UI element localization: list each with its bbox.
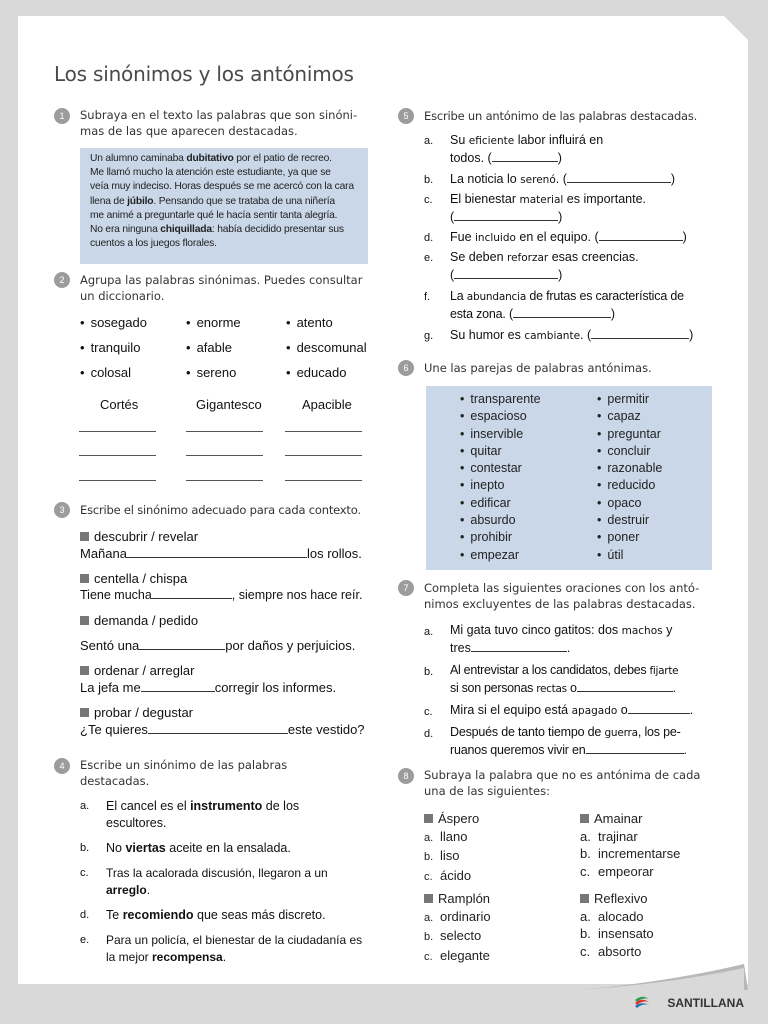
answer-blank[interactable] (567, 171, 671, 183)
word-item: • descomunal (286, 339, 367, 356)
square-bullet-icon (80, 532, 89, 541)
antonym-word[interactable]: • empezar (460, 547, 541, 564)
exercise-number-6: 6 (398, 360, 414, 376)
worksheet-page (18, 16, 748, 984)
answer-line[interactable] (79, 480, 156, 481)
answer-line[interactable] (285, 480, 362, 481)
square-bullet-icon (80, 574, 89, 583)
item-letter: d. (80, 909, 90, 921)
answer-line[interactable] (186, 480, 263, 481)
answer-blank[interactable] (586, 742, 684, 754)
page-curl-decoration (18, 960, 748, 990)
answer-blank[interactable] (152, 587, 232, 599)
group-header-apacible: Apacible (302, 397, 352, 412)
answer-blank[interactable] (454, 209, 558, 221)
ex8-group-reflexivo (580, 890, 730, 960)
word-item: • enorme (186, 314, 241, 331)
option-item[interactable]: a. alocado (580, 908, 644, 924)
text-line: me animé a preguntarle qué le hacía sentir tanta alegría. (90, 209, 338, 221)
ex1-text-box (80, 148, 368, 264)
antonym-word[interactable]: • contestar (460, 460, 541, 477)
text-line: cuentos a los juegos florales. (90, 238, 217, 250)
ex4-item-e: Para un policía, el bienestar de la ciudadanía es la mejor recompensa. (106, 933, 363, 964)
right-word-column (597, 391, 662, 564)
pair-label: descubrir / revelar (80, 528, 198, 545)
ex5-item-d: Fue incluido en el equipo. ( ) (450, 230, 687, 244)
antonym-word[interactable]: • poner (597, 529, 662, 546)
answer-blank[interactable] (591, 327, 689, 339)
ex8-instruction-line2: una de las siguientes: (424, 784, 550, 798)
antonym-word[interactable]: • permitir (597, 391, 662, 408)
ex4-instruction-line2: destacadas. (80, 774, 150, 788)
square-bullet-icon (424, 814, 433, 823)
antonym-word[interactable]: • preguntar (597, 426, 662, 443)
item-letter: a. (424, 135, 434, 147)
ex5-item-a: Su eficiente labor influirá en todos. ( ) (450, 133, 604, 165)
option-item[interactable]: c. elegante (424, 947, 490, 963)
ex7-item-b: Al entrevistar a los candidatos, debes fijarte si son personas rectas o . (450, 663, 679, 695)
exercise-5 (398, 108, 728, 358)
antonym-word[interactable]: • absurdo (460, 512, 541, 529)
antonym-word[interactable]: • destruir (597, 512, 662, 529)
exercise-3 (54, 502, 370, 742)
ex5-item-b: La noticia lo serenó. ( ) (450, 172, 676, 186)
item-letter: b. (424, 174, 434, 186)
item-letter: c. (424, 194, 433, 206)
answer-blank[interactable] (513, 306, 611, 318)
exercise-number-7: 7 (398, 580, 414, 596)
ex7-item-c: Mira si el equipo está apagado o . (450, 703, 694, 717)
ex4-item-b: No viertas aceite en la ensalada. (106, 841, 291, 855)
option-item[interactable]: c. empeorar (580, 863, 654, 879)
sentence: Sentó una por daños y perjuicios. (80, 638, 356, 653)
exercise-6 (398, 360, 728, 572)
answer-blank[interactable] (454, 267, 558, 279)
antonym-word[interactable]: • edificar (460, 495, 541, 512)
answer-blank[interactable] (139, 638, 225, 650)
item-letter: a. (424, 626, 434, 638)
ex8-group-aspero (424, 810, 564, 886)
answer-blank[interactable] (628, 702, 690, 714)
group-head: Áspero (424, 810, 564, 828)
exercise-number-5: 5 (398, 108, 414, 124)
antonym-word[interactable]: • reducido (597, 477, 662, 494)
ex8-group-ramplon (424, 890, 564, 966)
ex7-instruction-line2: nimos excluyentes de las palabras destacadas. (424, 597, 696, 611)
exercise-7 (398, 580, 728, 760)
ex5-instruction: Escribe un antónimo de las palabras destacadas. (424, 109, 698, 123)
exercise-4 (54, 758, 370, 968)
exercise-number-8: 8 (398, 768, 414, 784)
text-line: veía muy indeciso. Horas después se me acercó con la cara (90, 181, 354, 193)
item-letter: f. (424, 291, 431, 303)
pair-label: probar / degustar (80, 704, 193, 721)
word-item: • tranquilo (80, 339, 140, 356)
antonym-word[interactable]: • concluir (597, 443, 662, 460)
antonym-word[interactable]: • útil (597, 547, 662, 564)
ex2-instruction-line2: un diccionario. (80, 289, 165, 303)
answer-line[interactable] (186, 431, 263, 432)
ex8-group-amainar (580, 810, 730, 880)
exercise-8 (398, 768, 728, 968)
answer-blank[interactable] (141, 680, 215, 692)
item-letter: a. (80, 800, 90, 812)
antonym-word[interactable]: • inepto (460, 477, 541, 494)
square-bullet-icon (80, 616, 89, 625)
option-item[interactable]: c. ácido (424, 867, 472, 883)
square-bullet-icon (80, 666, 89, 675)
text-line: Un alumno caminaba dubitativo por el patio de recreo. (90, 153, 332, 164)
item-letter: c. (80, 867, 89, 879)
exercise-number-3: 3 (54, 502, 70, 518)
answer-blank[interactable] (492, 150, 558, 162)
answer-line[interactable] (285, 431, 362, 432)
option-item[interactable]: a. ordinario (424, 908, 491, 924)
group-header-cortes: Cortés (100, 397, 139, 412)
item-letter: b. (80, 842, 90, 854)
ex6-instruction: Une las parejas de palabras antónimas. (424, 361, 652, 375)
square-bullet-icon (580, 814, 589, 823)
santillana-logo-icon (634, 995, 650, 1009)
antonym-word[interactable]: • inservible (460, 426, 541, 443)
ex7-instruction-line1: Completa las siguientes oraciones con los antó- (424, 581, 700, 595)
folded-corner (724, 16, 748, 40)
square-bullet-icon (424, 894, 433, 903)
word-item: • sereno (186, 364, 236, 381)
sentence: Tiene mucha , siempre nos hace reír. (80, 588, 363, 602)
ex1-instruction-line1: Subraya en el texto las palabras que son sinóni- (80, 108, 358, 122)
pair-label: ordenar / arreglar (80, 662, 194, 679)
option-item[interactable]: b. liso (424, 848, 460, 863)
ex7-item-d: Después de tanto tiempo de guerra, los pe- ruanos queremos vivir en . (450, 725, 687, 757)
text-line: No era ninguna chiquillada: había decidido presentar sus (90, 224, 344, 236)
item-letter: d. (424, 728, 434, 740)
option-item[interactable]: b. incrementarse (580, 846, 681, 861)
sentence: La jefa me corregir los informes. (80, 680, 337, 695)
option-item[interactable]: c. absorto (580, 943, 642, 959)
page-title: Los sinónimos y los antónimos (54, 62, 354, 86)
group-head: Ramplón (424, 890, 564, 908)
ex1-instruction-line2: mas de las que aparecen destacadas. (80, 124, 298, 138)
item-letter: c. (424, 706, 433, 718)
antonym-word[interactable]: • capaz (597, 408, 662, 425)
text-line: llena de júbilo. Pensando que se trataba de una niñería (90, 195, 335, 207)
antonym-word[interactable]: • opaco (597, 495, 662, 512)
ex4-item-d: Te recomiendo que seas más discreto. (106, 908, 326, 922)
answer-blank[interactable] (127, 546, 307, 558)
answer-line[interactable] (79, 455, 156, 456)
word-item: • afable (186, 339, 232, 356)
ex4-item-c: Tras la acalorada discusión, llegaron a un arreglo. (106, 866, 328, 897)
answer-line[interactable] (79, 431, 156, 432)
ex4-item-a: El cancel es el instrumento de los escultores. (106, 799, 300, 830)
group-head: Amainar (580, 810, 730, 828)
sentence: Mañana los rollos. (80, 546, 362, 561)
ex6-word-box (426, 386, 712, 570)
group-header-gigantesco: Gigantesco (196, 397, 262, 412)
text-line: Me llamó mucho la atención este estudiante, ya que se (90, 167, 331, 179)
ex3-instruction: Escribe el sinónimo adecuado para cada contexto. (80, 503, 361, 517)
pair-label: centella / chispa (80, 570, 187, 587)
group-head: Reflexivo (580, 890, 730, 908)
antonym-word[interactable]: • razonable (597, 460, 662, 477)
answer-line[interactable] (285, 455, 362, 456)
ex5-item-f: La abundancia de frutas es característica de esta zona. ( ) (450, 289, 684, 321)
ex2-instruction-line1: Agrupa las palabras sinónimas. Puedes consultar (80, 273, 363, 287)
answer-blank[interactable] (599, 229, 683, 241)
pair-label: demanda / pedido (80, 612, 198, 629)
antonym-word[interactable]: • transparente (460, 391, 541, 408)
option-item[interactable]: b. selecto (424, 928, 482, 943)
answer-blank[interactable] (471, 640, 567, 652)
ex8-instruction-line1: Subraya la palabra que no es antónima de cada (424, 768, 701, 782)
antonym-word[interactable]: • quitar (460, 443, 541, 460)
answer-line[interactable] (186, 455, 263, 456)
ex4-instruction-line1: Escribe un sinónimo de las palabras (80, 758, 288, 772)
item-letter: e. (80, 934, 90, 946)
square-bullet-icon (580, 894, 589, 903)
brand-name: SANTILLANA (667, 996, 744, 1010)
square-bullet-icon (80, 708, 89, 717)
item-letter: d. (424, 232, 434, 244)
word-item: • colosal (80, 364, 131, 381)
item-letter: e. (424, 252, 434, 264)
word-item: • educado (286, 364, 346, 381)
answer-blank[interactable] (148, 722, 288, 734)
item-letter: b. (424, 666, 434, 678)
exercise-number-2: 2 (54, 272, 70, 288)
word-item: • sosegado (80, 314, 147, 331)
antonym-word[interactable]: • prohibir (460, 529, 541, 546)
option-item[interactable]: b. insensato (580, 926, 654, 941)
exercise-1 (54, 108, 370, 268)
exercise-number-1: 1 (54, 108, 70, 124)
exercise-2 (54, 272, 370, 494)
answer-blank[interactable] (577, 680, 673, 692)
word-item: • atento (286, 314, 333, 331)
sentence: ¿Te quieres este vestido? (80, 722, 365, 737)
ex5-item-e: Se deben reforzar esas creencias. ( ) (450, 250, 639, 282)
option-item[interactable]: a. trajinar (580, 828, 638, 844)
ex5-item-g: Su humor es cambiante. ( ) (450, 328, 694, 342)
option-item[interactable]: a. llano (424, 828, 468, 844)
ex7-item-a: Mi gata tuvo cinco gatitos: dos machos y tres . (450, 623, 673, 655)
antonym-word[interactable]: • espacioso (460, 408, 541, 425)
ex5-item-c: El bienestar material es importante. ( ) (450, 192, 646, 224)
exercise-number-4: 4 (54, 758, 70, 774)
item-letter: g. (424, 330, 434, 342)
left-word-column (460, 391, 541, 564)
